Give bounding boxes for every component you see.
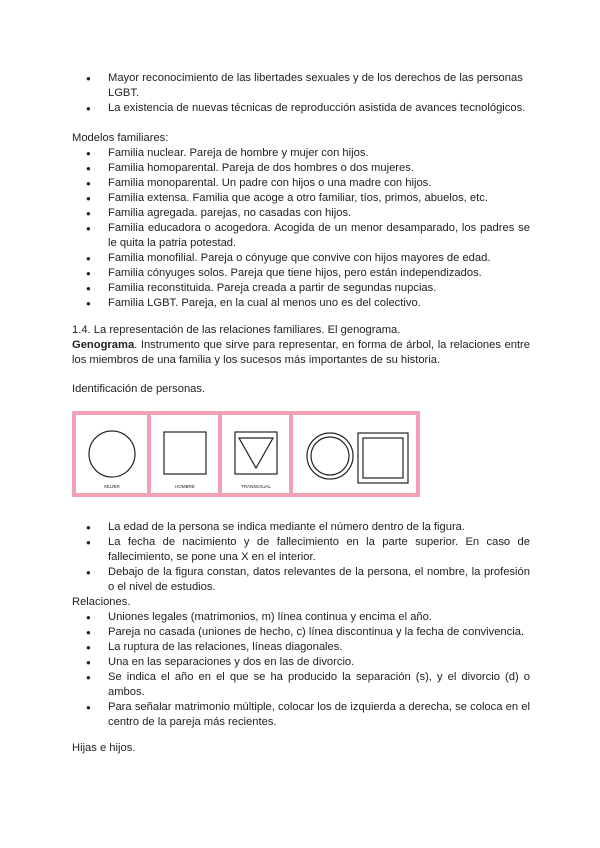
list-item: ● Una en las separaciones y dos en las de divorcio. <box>72 655 530 670</box>
modelos-heading: Modelos familiares: <box>72 132 169 144</box>
list-item: ● Familia reconstituida. Pareja creada a partir de segundas nupcias. <box>72 281 530 296</box>
relaciones-section <box>72 595 530 730</box>
double-circle-icon <box>307 433 353 479</box>
genograma-definition <box>72 338 530 368</box>
genogram-symbols-figure <box>72 411 420 497</box>
list-item: ● Familia homoparental. Pareja de dos hombres o dos mujeres. <box>72 161 530 176</box>
list-item: ● Familia extensa. Familia que acoge a otro familiar, tíos, primos, abuelos, etc. <box>72 191 530 206</box>
list-item: ● Se indica el año en el que se ha producido la separación (s), y el divorcio (d) o ambos. <box>72 670 530 700</box>
triangle-icon <box>239 438 273 468</box>
modelos-section <box>72 131 530 311</box>
list-item: ● Mayor reconocimiento de las libertades sexuales y de los derechos de las personas LGBT. <box>72 71 530 101</box>
identificacion-list-wrap <box>72 520 530 595</box>
list-item: ● La edad de la persona se indica mediante el número dentro de la figura. <box>72 520 530 535</box>
label-hombre: HOMBRE <box>175 484 195 489</box>
genogram-symbols-svg <box>72 411 420 497</box>
female-circle-icon <box>89 431 135 477</box>
list-item: ● Familia LGBT. Pareja, en la cual al menos uno es del colectivo. <box>72 296 530 311</box>
list-item: ● Familia nuclear. Pareja de hombre y mujer con hijos. <box>72 146 530 161</box>
label-mujer: MUJER <box>104 484 120 489</box>
list-item: ● La fecha de nacimiento y de fallecimiento en la parte superior. En caso de fallecimiento, se pone una X en el interior. <box>72 535 530 565</box>
list-item: ● Familia agregada. parejas, no casadas con hijos. <box>72 206 530 221</box>
list-item: ● Uniones legales (matrimonios, m) línea continua y encima el año. <box>72 610 530 625</box>
identificacion-heading: Identificación de personas. <box>72 383 206 395</box>
modelos-list <box>72 146 530 311</box>
list-item: ● Familia monoparental. Un padre con hijos o una madre con hijos. <box>72 176 530 191</box>
list-item: ● Familia educadora o acogedora. Acogida de un menor desamparado, los padres se le quita la patria potestad. <box>72 221 530 251</box>
list-item: ● Debajo de la figura constan, datos relevantes de la persona, el nombre, la profesión o el nivel de estudios. <box>72 565 530 595</box>
definition-text: . Instrumento que sirve para representar, en forma de árbol, la relaciones entre los miembros de una familia y los sucesos más importantes de su historia. <box>72 339 530 366</box>
list-item: ● Para señalar matrimonio múltiple, colocar los de izquierda a derecha, se coloca en el centro de la pareja más recientes. <box>72 700 530 730</box>
top-bullet-list <box>72 71 530 116</box>
section-title: 1.4. La representación de las relaciones familiares. El genograma. <box>72 324 401 336</box>
list-item: ● Pareja no casada (uniones de hecho, c) línea discontinua y la fecha de convivencia. <box>72 625 530 640</box>
male-square-icon <box>164 432 206 474</box>
genograma-term: Genograma <box>72 339 135 351</box>
identificacion-heading-wrap <box>72 382 530 397</box>
hijos-heading-wrap <box>72 741 530 756</box>
double-square-icon <box>358 433 408 483</box>
hijos-heading: Hijas e hijos. <box>72 742 136 754</box>
relaciones-list <box>72 610 530 730</box>
list-item: ● La existencia de nuevas técnicas de reproducción asistida de avances tecnológicos. <box>72 101 530 116</box>
list-item: ● Familia cónyuges solos. Pareja que tiene hijos, pero están independizados. <box>72 266 530 281</box>
list-item: ● Familia monofilial. Pareja o cónyuge que convive con hijos mayores de edad. <box>72 251 530 266</box>
genograma-section <box>72 323 530 368</box>
identificacion-list <box>72 520 530 595</box>
label-transexual: TRANSEXUAL <box>240 484 272 489</box>
relaciones-heading: Relaciones. <box>72 596 131 608</box>
list-item: ● La ruptura de las relaciones, líneas diagonales. <box>72 640 530 655</box>
